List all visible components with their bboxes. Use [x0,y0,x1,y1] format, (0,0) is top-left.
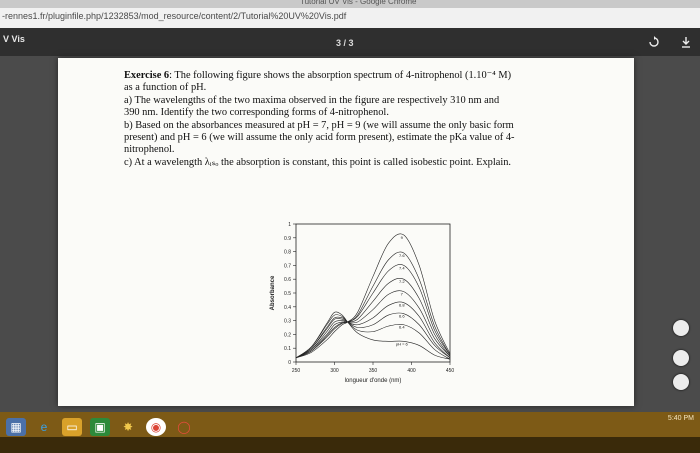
y-tick-label: 0 [288,360,291,366]
curve-label: pH = 6 [395,341,408,347]
page-indicator: 3 / 3 [336,38,354,48]
series-curve [296,264,450,357]
exercise-line: nitrophenol. [124,144,175,156]
series-curve [296,291,450,358]
exercise-line: present) and pH = 6 (we will assume the only acid form present), estimate the pKa value of 4- [124,132,515,144]
y-tick-label: 0.5 [284,291,291,297]
curve-label: 7.6 [399,252,405,258]
x-tick-label: 250 [291,368,301,374]
start-button[interactable]: ▦ [6,418,26,436]
curve-label: 9 [400,235,403,241]
exercise-line-0-text: The following figure shows the absorption spectrum of 4-nitrophenol (1.10⁻⁴ M) [174,70,512,81]
x-tick-label: 450 [445,368,455,374]
exercise-line: 390 nm. Identify the two corresponding forms of 4-nitrophenol. [124,107,389,119]
y-tick-label: 0.7 [284,263,291,270]
document-name: V Vis [3,34,25,44]
chart-svg [254,210,464,390]
series-curve [296,315,450,360]
chrome-icon[interactable]: ◉ [146,418,166,436]
exercise-line: c) At a wavelength λᵢₛₒ the absorption is constant, this point is called isobestic point. Explain. [124,156,512,168]
media-icon[interactable]: ✸ [122,420,134,434]
office-icon[interactable]: ◯ [177,420,191,434]
y-tick-label: 0.6 [284,277,291,284]
taskbar-bottom [0,437,700,453]
download-icon[interactable] [680,36,692,48]
zoom-in-button[interactable] [673,350,689,366]
address-bar[interactable] [0,8,700,29]
url-text[interactable]: -rennes1.fr/pluginfile.php/1232853/mod_resource/content/2/Tutorial%20UV%20Vis.pdf [2,11,347,21]
curve-label: 7.2 [399,279,405,285]
y-tick-label: 0.1 [284,346,291,353]
exercise-line: b) Based on the absorbances measured at pH = 7, pH = 9 (we will assume the only basic form [124,119,514,131]
store-icon[interactable]: ▣ [90,418,110,436]
y-axis-label: Absorbance [270,275,276,311]
y-tick-label: 0.8 [284,249,291,256]
y-tick-label: 0.9 [284,235,291,242]
series-curve [296,302,450,358]
zoom-fit-button[interactable] [673,320,689,336]
series-curve [296,252,450,358]
taskbar-clock: 5:40 PM [667,415,694,422]
y-tick-label: 0.4 [284,304,291,311]
curve-label: 7.4 [399,265,405,271]
exercise-line: a) The wavelengths of the two maxima observed in the figure are respectively 310 nm and [124,94,500,106]
y-tick-label: 0.3 [284,318,291,325]
y-tick-label: 0.2 [284,332,291,339]
x-axis-label: longueur d'onde (nm) [344,378,402,384]
ie-icon[interactable]: e [40,420,48,434]
zoom-out-button[interactable] [673,374,689,390]
x-tick-label: 350 [368,368,378,374]
curve-label: 6.4 [399,324,405,330]
x-tick-label: 400 [407,368,416,374]
window-title: Tutorial UV Vis - Google Chrome [300,0,417,6]
series-curve [296,312,450,359]
pdf-page [58,58,634,406]
window-title-bar [0,0,700,8]
curve-label: 6.8 [399,302,405,308]
exercise-line-1: Exercise 6: The following figure shows the absorption spectrum of 4-nitrophenol (1.10⁻⁴ M) [124,70,512,81]
absorption-spectrum-chart [254,210,464,390]
curve-label: 6.6 [399,313,405,319]
rotate-icon[interactable] [648,36,660,48]
file-explorer-icon[interactable]: ▭ [62,418,82,436]
exercise-line: as a function of pH. [124,82,207,94]
pdf-toolbar [0,28,700,56]
exercise-title: Exercise 6 [124,70,170,81]
curve-label: 7 [400,291,403,297]
x-tick-label: 300 [330,368,339,374]
y-tick-label: 1 [288,222,291,228]
exercise-text [124,70,564,169]
